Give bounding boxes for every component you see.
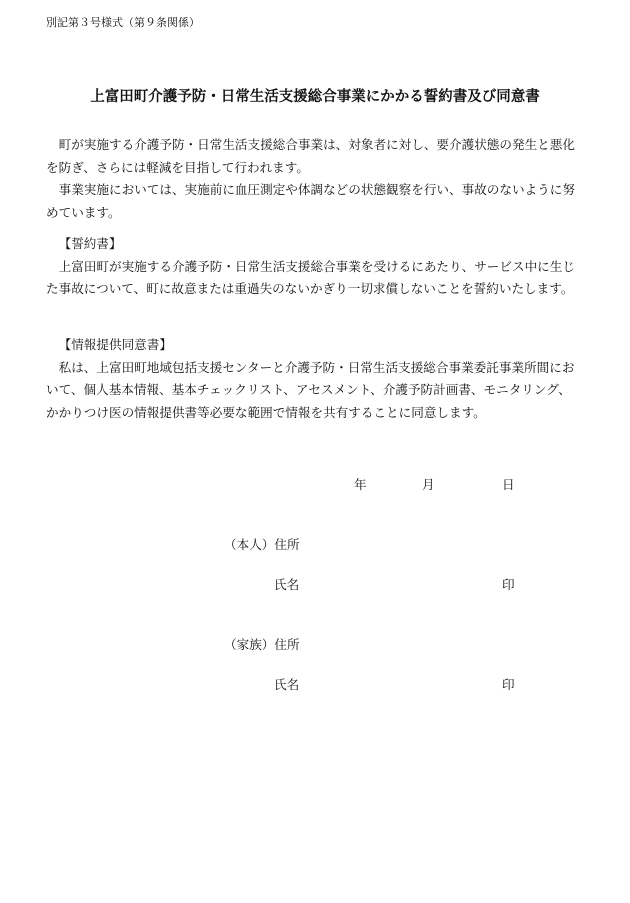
consent-heading: 【情報提供同意書】 — [58, 337, 172, 352]
intro-paragraph-2: 事業実施においては、実施前に血圧測定や体調などの状態観察を行い、事故のないように努めています。 — [46, 182, 575, 220]
consent-section — [46, 334, 578, 424]
self-name-label: 氏名 — [274, 577, 300, 592]
family-name-label: 氏名 — [274, 677, 300, 692]
self-seal-mark: 印 — [502, 577, 515, 592]
pledge-text: 上富田町が実施する介護予防・日常生活支援総合事業を受けるにあたり、サービス中に生じた事故について、町に故意または重過失のないかぎり一切求償しないことを誓約いたします。 — [46, 258, 575, 297]
form-number: 別記第３号様式（第９条関係） — [46, 16, 200, 29]
intro-section — [46, 134, 578, 224]
pledge-heading: 【誓約書】 — [58, 236, 122, 251]
consent-text: 私は、上富田町地域包括支援センターと介護予防・日常生活支援総合事業委託事業所間において、個人基本情報、基本チェックリスト、アセスメント、介護予防計画書、モニタリング、かかりつけ医の情報提供書等必要な範囲で情報を共有することに同意します。 — [46, 359, 575, 420]
intro-paragraph-1: 町が実施する介護予防・日常生活支援総合事業は、対象者に対し、要介護状態の発生と悪化を防ぎ、さらには軽減を目指して行われます。 — [46, 137, 575, 175]
date-year-label: 年 — [354, 477, 367, 492]
family-seal-mark: 印 — [502, 677, 515, 692]
document-title: 上富田町介護予防・日常生活支援総合事業にかかる誓約書及び同意書 — [90, 88, 540, 105]
date-month-label: 月 — [422, 477, 435, 492]
family-address-label: （家族）住所 — [224, 637, 300, 652]
pledge-section — [46, 233, 578, 301]
date-day-label: 日 — [502, 477, 515, 492]
self-address-label: （本人）住所 — [224, 537, 300, 552]
